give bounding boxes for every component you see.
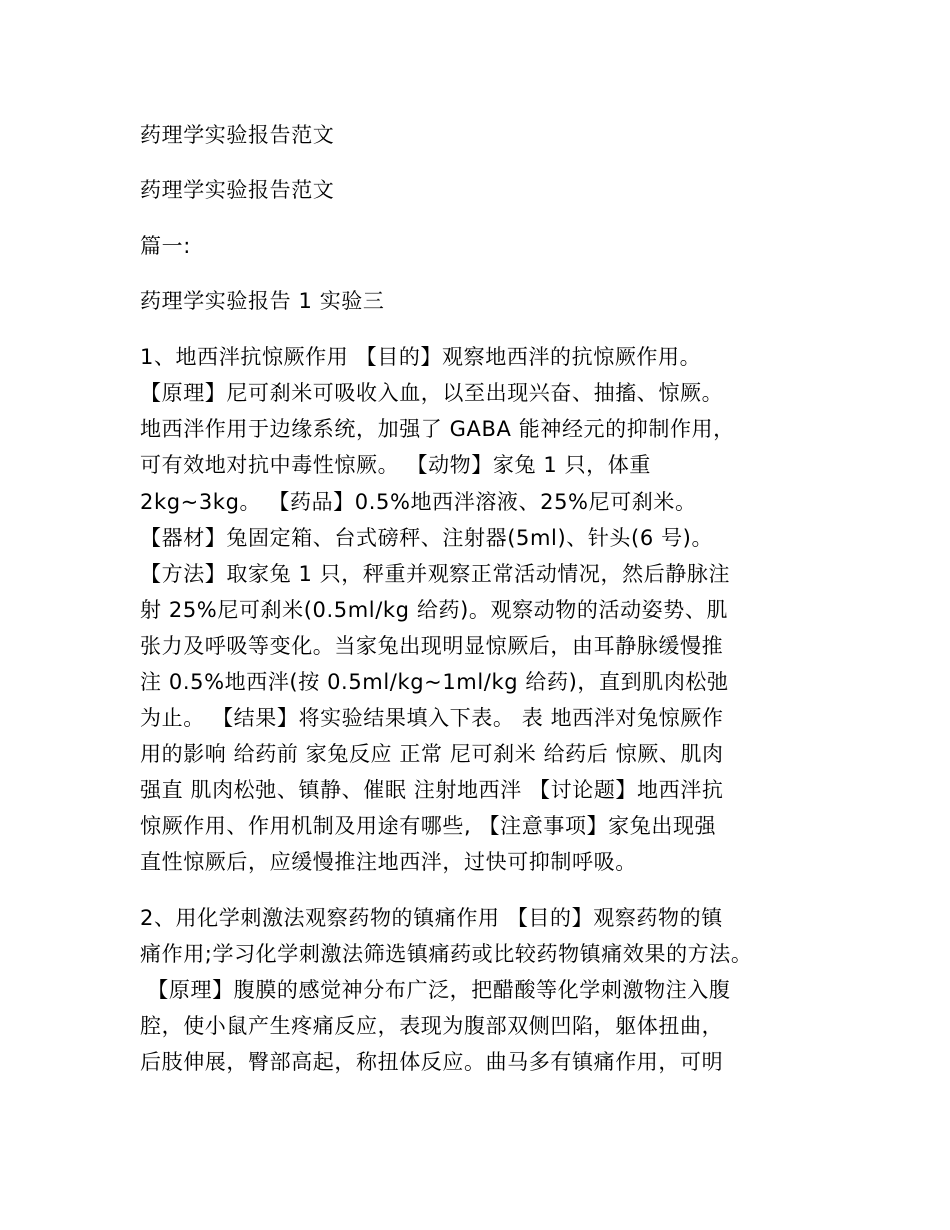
report-heading: 药理学实验报告 1 实验三 <box>140 289 385 313</box>
paragraph-line: 射 25%尼可刹米(0.5ml/kg 给药)。观察动物的活动姿势、肌 <box>140 598 729 622</box>
paragraph-line: 直性惊厥后，应缓慢推注地西泮，过快可抑制呼吸。 <box>140 850 637 874</box>
paragraph-line: 为止。 【结果】将实验结果填入下表。 表 地西泮对兔惊厥作 <box>140 706 724 730</box>
section-label: 篇一: <box>140 234 191 258</box>
document-subtitle: 药理学实验报告范文 <box>140 178 335 202</box>
document-title: 药理学实验报告范文 <box>140 123 335 147</box>
paragraph-line: 腔，使小鼠产生疼痛反应，表现为腹部双侧凹陷，躯体扭曲， <box>140 1014 724 1038</box>
paragraph-line: 惊厥作用、作用机制及用途有哪些, 【注意事项】家兔出现强 <box>140 814 717 838</box>
paragraph-line: 用的影响 给药前 家兔反应 正常 尼可刹米 给药后 惊厥、肌肉 <box>140 742 724 766</box>
paragraph-line: 2kg~3kg。 【药品】0.5%地西泮溶液、25%尼可刹米。 <box>140 490 697 514</box>
paragraph-line: 张力及呼吸等变化。当家兔出现明显惊厥后，由耳静脉缓慢推 <box>140 634 724 658</box>
paragraph-line: 【器材】兔固定箱、台式磅秤、注射器(5ml)、针头(6 号)。 <box>140 526 714 550</box>
paragraph-line: 1、地西泮抗惊厥作用 【目的】观察地西泮的抗惊厥作用。 <box>140 345 702 369</box>
paragraph-line: 地西泮作用于边缘系统，加强了 GABA 能神经元的抑制作用， <box>140 417 735 441</box>
paragraph-line: 强直 肌肉松弛、镇静、催眠 注射地西泮 【讨论题】地西泮抗 <box>140 778 724 802</box>
paragraph-line: 痛作用;学习化学刺激法筛选镇痛药或比较药物镇痛效果的方法。 <box>140 942 753 966</box>
paragraph-line: 后肢伸展，臀部高起，称扭体反应。曲马多有镇痛作用，可明 <box>140 1050 724 1074</box>
paragraph-line: 可有效地对抗中毒性惊厥。 【动物】家兔 1 只，体重 <box>140 453 651 477</box>
paragraph-line: 【方法】取家兔 1 只，秤重并观察正常活动情况，然后静脉注 <box>140 562 731 586</box>
paragraph-line: 2、用化学刺激法观察药物的镇痛作用 【目的】观察药物的镇 <box>140 906 723 930</box>
paragraph-line: 【原理】腹膜的感觉神分布广泛，把醋酸等化学刺激物注入腹 <box>140 978 731 1002</box>
paragraph-line: 【原理】尼可刹米可吸收入血，以至出现兴奋、抽搐、惊厥。 <box>140 381 724 405</box>
paragraph-line: 注 0.5%地西泮(按 0.5ml/kg~1ml/kg 给药)，直到肌肉松弛 <box>140 670 729 694</box>
